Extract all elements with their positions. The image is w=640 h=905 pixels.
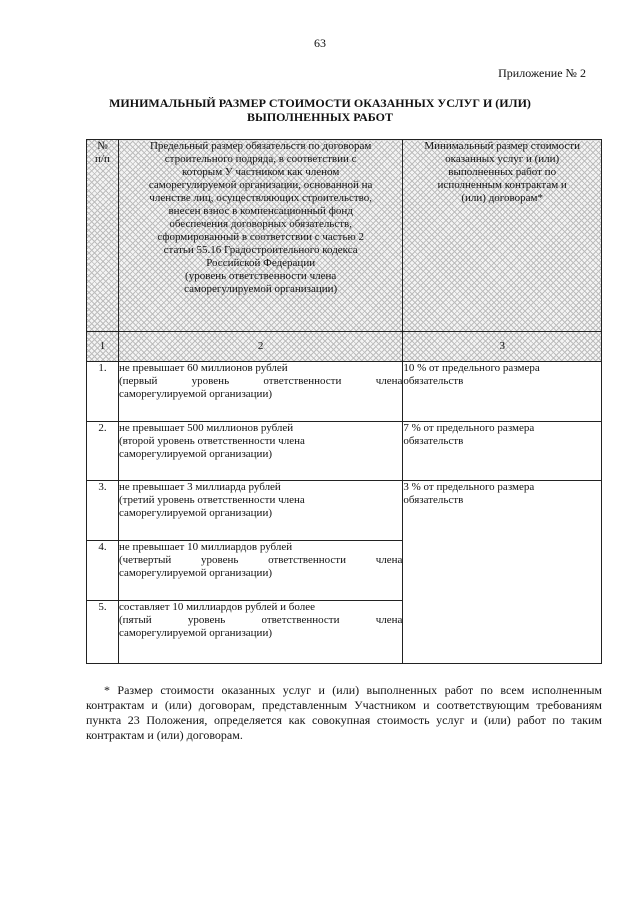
header-limit-line: строительного подряда, в соответствии с [164, 153, 357, 165]
row-number: 1. [87, 362, 119, 422]
header-limit-line: обеспечения договорных обязательств, [169, 218, 352, 230]
table-header-row [87, 140, 602, 332]
table-row [87, 422, 602, 481]
min-percent: 10 % от предельного размера [403, 362, 540, 374]
row-limit [118, 481, 402, 541]
limit-amount: не превышает 500 миллионов рублей [118, 422, 294, 434]
limit-level: (пятый уровень ответственности члена [118, 614, 403, 626]
row-min [403, 362, 602, 422]
header-limit-line: членстве лиц, осуществляющих строительство, [149, 192, 373, 204]
header-limit [118, 140, 402, 332]
limit-level: саморегулируемой организации) [118, 448, 272, 460]
limit-amount: не превышает 3 миллиарда рублей [118, 481, 281, 493]
title-line: ВЫПОЛНЕННЫХ РАБОТ [247, 110, 393, 124]
row-number: 5. [87, 601, 119, 664]
min-percent: обязательств [403, 375, 464, 387]
limit-amount: не превышает 10 миллиардов рублей [118, 541, 293, 553]
min-percent: обязательств [403, 494, 464, 506]
limit-level: саморегулируемой организации) [118, 507, 272, 519]
header-limit-line: статьи 55.16 Градостроительного кодекса [163, 244, 358, 256]
header-min [403, 140, 602, 332]
column-number: 3 [403, 332, 602, 362]
row-limit [118, 541, 402, 601]
document-title [88, 96, 552, 124]
min-percent: обязательств [403, 435, 464, 447]
footnote: * Размер стоимости оказанных услуг и (или) выполненных работ по всем исполненным контрактам и (или) договорам, представленным Участником и соответствующим требованиям пункта 23 Положения, определяется как совокупная стоимость услуг и (или) работ по таким контрактам и (или) договорам. [86, 683, 602, 742]
header-limit-line: внесен взнос в компенсационный фонд [168, 205, 353, 217]
header-no-line: № [97, 140, 108, 152]
header-min-line: Минимальный размер стоимости [424, 140, 580, 152]
row-min [403, 422, 602, 481]
header-limit-line: саморегулируемой организации, основанной на [148, 179, 373, 191]
min-percent: 3 % от предельного размера [403, 481, 535, 493]
appendix-label: Приложение № 2 [498, 66, 586, 80]
column-number: 2 [118, 332, 402, 362]
limit-amount: составляет 10 миллиардов рублей и более [118, 601, 315, 613]
row-number: 2. [87, 422, 119, 481]
header-min-line: исполненным контрактам и [437, 179, 567, 191]
column-number-row [87, 332, 602, 362]
limit-amount: не превышает 60 миллионов рублей [118, 362, 288, 374]
limit-level: (третий уровень ответственности члена [118, 494, 305, 506]
row-limit [118, 601, 402, 664]
limit-level: (второй уровень ответственности члена [118, 435, 305, 447]
header-min-line: (или) договорам* [461, 192, 543, 204]
row-number: 3. [87, 481, 119, 541]
header-no-line: п/п [95, 153, 110, 165]
row-limit [118, 422, 402, 481]
min-percent: 7 % от предельного размера [403, 422, 535, 434]
limit-level: саморегулируемой организации) [118, 627, 272, 639]
table-row [87, 362, 602, 422]
header-limit-line: которым У частником как членом [182, 166, 340, 178]
limit-level: саморегулируемой организации) [118, 388, 272, 400]
header-limit-line: саморегулируемой организации) [184, 283, 338, 295]
row-limit [118, 362, 402, 422]
row-number: 4. [87, 541, 119, 601]
row-min [403, 481, 602, 664]
header-min-line: оказанных услуг и (или) [445, 153, 560, 165]
column-number: 1 [87, 332, 119, 362]
header-limit-line: (уровень ответственности члена [185, 270, 337, 282]
title-line: МИНИМАЛЬНЫЙ РАЗМЕР СТОИМОСТИ ОКАЗАННЫХ УСЛУГ И (ИЛИ) [109, 96, 531, 110]
header-limit-line: Предельный размер обязательств по договорам [149, 140, 372, 152]
limit-level: саморегулируемой организации) [118, 567, 272, 579]
header-no [87, 140, 119, 332]
minimum-cost-table [86, 139, 602, 664]
limit-level: (четвертый уровень ответственности члена [118, 554, 403, 566]
table-row [87, 481, 602, 541]
header-limit-line: сформированный в соответствии с частью 2 [157, 231, 364, 243]
header-limit-line: Российской Федерации [206, 257, 316, 269]
limit-level: (первый уровень ответственности члена [118, 375, 403, 387]
header-min-line: выполненных работ по [448, 166, 557, 178]
page-number: 63 [314, 36, 326, 50]
